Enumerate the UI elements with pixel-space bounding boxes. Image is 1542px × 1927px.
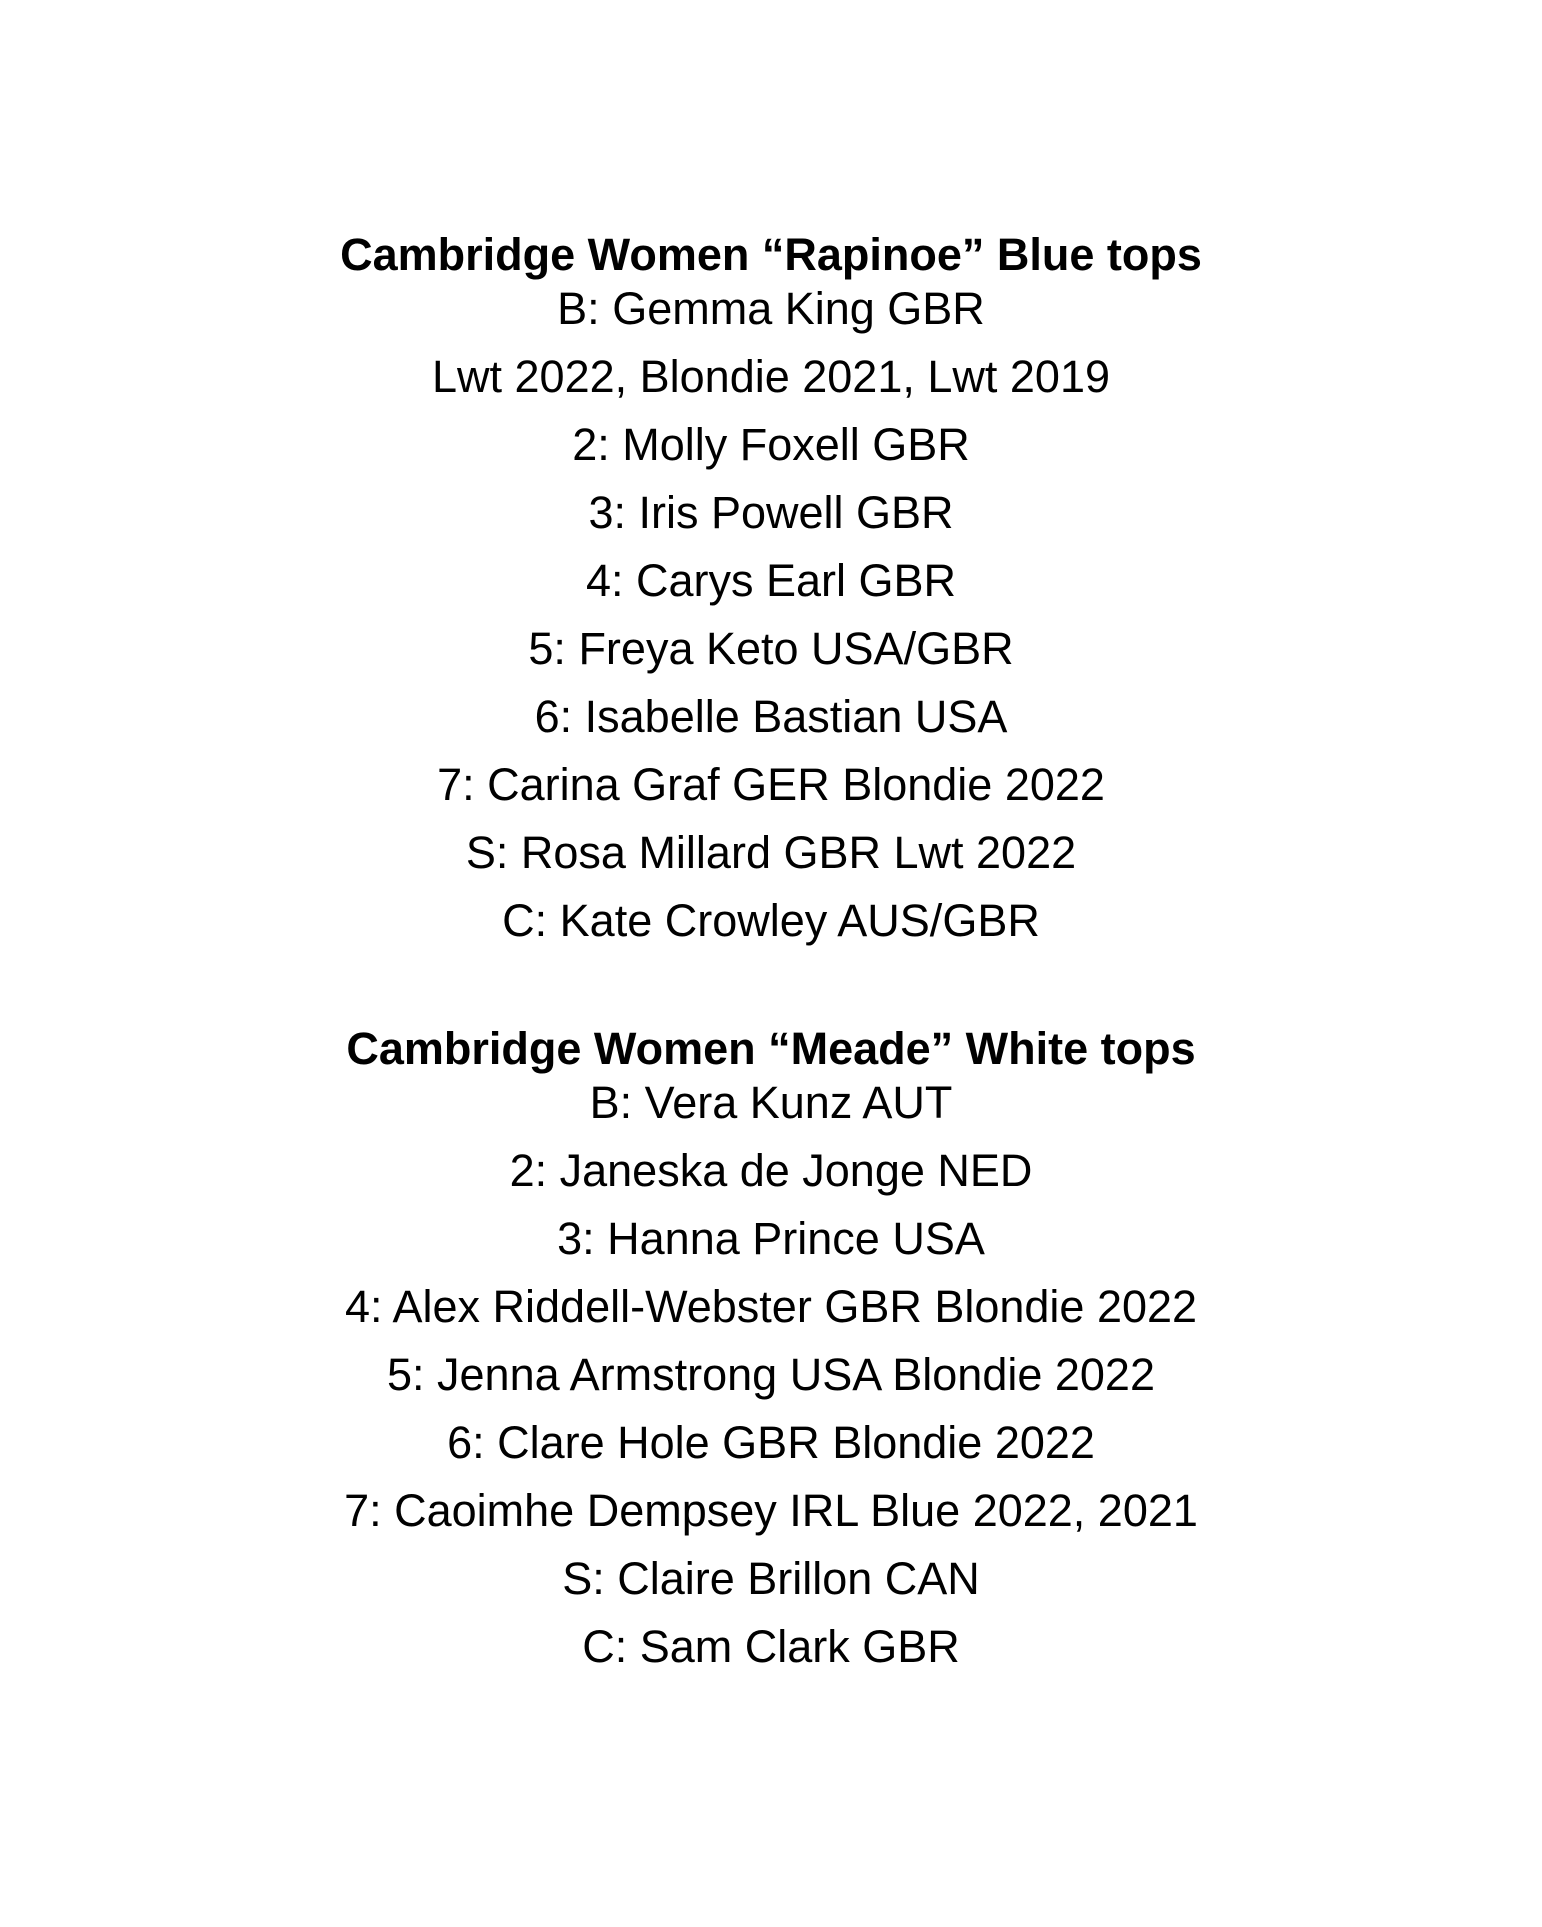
crew-heading: Cambridge Women “Meade” White tops bbox=[346, 1023, 1196, 1074]
crew-line-stroke: S: Claire Brillon CAN bbox=[562, 1553, 980, 1604]
crew-line-bow: B: Vera Kunz AUT bbox=[589, 1077, 953, 1128]
crew-line-seat-7: 7: Carina Graf GER Blondie 2022 bbox=[437, 759, 1105, 810]
crew-line-seat-2: 2: Janeska de Jonge NED bbox=[509, 1145, 1033, 1196]
crew-line-seat-2: 2: Molly Foxell GBR bbox=[572, 419, 970, 470]
crew-line-cox: C: Sam Clark GBR bbox=[582, 1621, 960, 1672]
crew-line-seat-3: 3: Hanna Prince USA bbox=[557, 1213, 985, 1264]
crew-line-seat-5: 5: Freya Keto USA/GBR bbox=[528, 623, 1014, 674]
crew-line-seat-6: 6: Clare Hole GBR Blondie 2022 bbox=[447, 1417, 1095, 1468]
crew-lineup bbox=[0, 282, 1542, 955]
crew-line-seat-7: 7: Caoimhe Dempsey IRL Blue 2022, 2021 bbox=[344, 1485, 1198, 1536]
crew-heading: Cambridge Women “Rapinoe” Blue tops bbox=[340, 229, 1202, 280]
crew-section-rapinoe bbox=[0, 228, 1542, 955]
crew-line-bow-history: Lwt 2022, Blondie 2021, Lwt 2019 bbox=[431, 351, 1110, 402]
crew-lineup bbox=[0, 1076, 1542, 1681]
crew-section-meade bbox=[0, 1022, 1542, 1681]
crew-line-seat-6: 6: Isabelle Bastian USA bbox=[534, 691, 1008, 742]
crew-line-seat-3: 3: Iris Powell GBR bbox=[588, 487, 954, 538]
crew-line-seat-5: 5: Jenna Armstrong USA Blondie 2022 bbox=[387, 1349, 1155, 1400]
crew-line-bow: B: Gemma King GBR bbox=[557, 283, 985, 334]
crew-line-seat-4: 4: Alex Riddell-Webster GBR Blondie 2022 bbox=[344, 1281, 1198, 1332]
crew-line-seat-4: 4: Carys Earl GBR bbox=[585, 555, 957, 606]
crew-line-stroke: S: Rosa Millard GBR Lwt 2022 bbox=[465, 827, 1077, 878]
crew-line-cox: C: Kate Crowley AUS/GBR bbox=[502, 895, 1040, 946]
